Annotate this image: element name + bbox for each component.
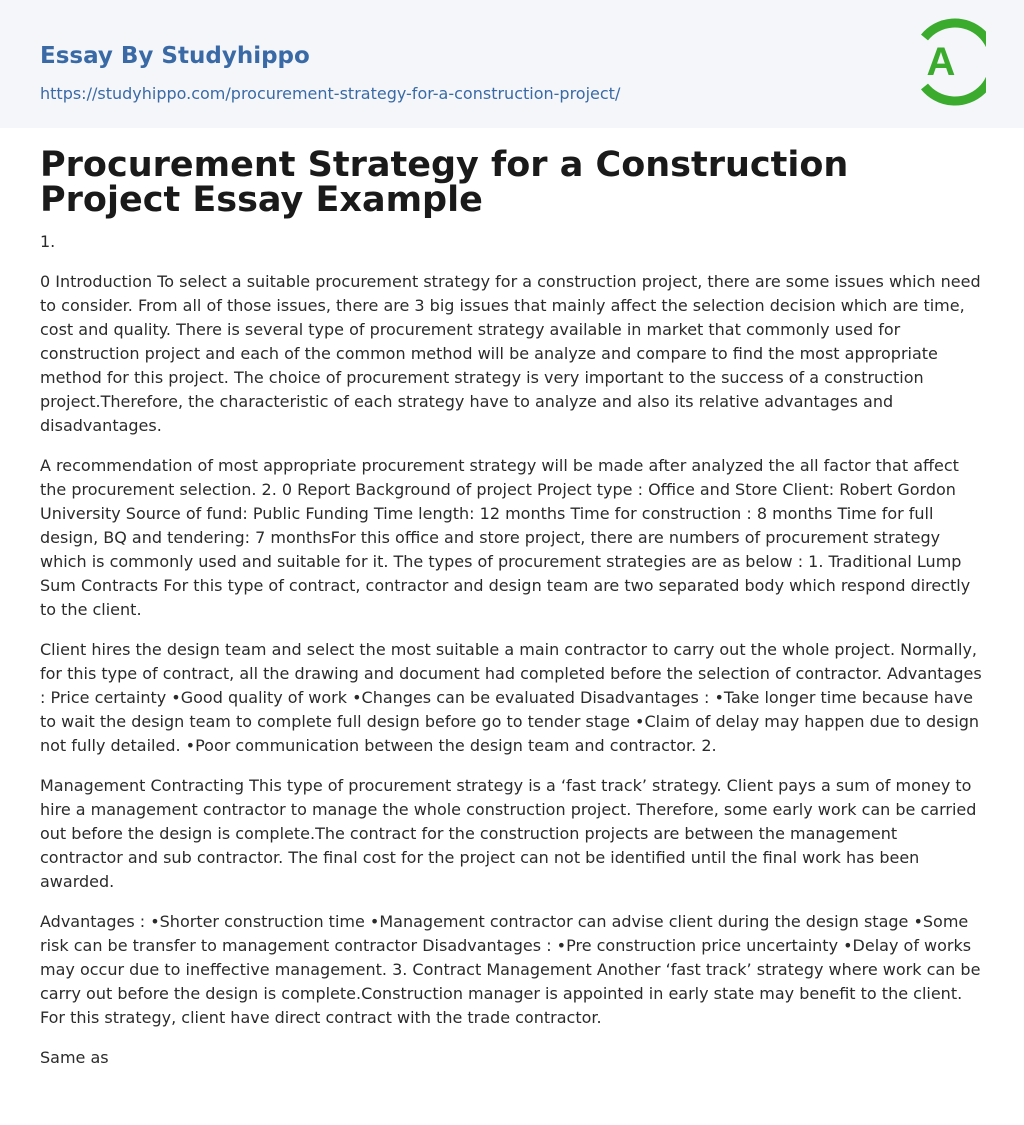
essay-paragraph: Advantages : •Shorter construction time •Management contractor can advise client during the design stage •Some risk can be transfer to management contractor Disadvantages : •Pre construction price uncertainty •Delay of works may occur due to ineffective management. 3. Contract Management Another ‘fast track’ strategy where work can be carry out before the design is complete.Construction manager is appointed in early state may benefit to the client. For this strategy, client have direct contract with the trade contractor. — [40, 912, 981, 1027]
essay-paragraph: Management Contracting This type of procurement strategy is a ‘fast track’ strategy. Client pays a sum of money to hire a management contractor to manage the whole construction project. Therefore, some early work can be carried out before the design is complete.The contract for the construction projects are between the management contractor and sub contractor. The final cost for the project can not be identified until the final work has been awarded. — [40, 776, 977, 891]
logo-letter: A — [926, 40, 956, 84]
source-url-link[interactable]: https://studyhippo.com/procurement-strategy-for-a-construction-project/ — [40, 84, 621, 103]
essay-paragraph: 0 Introduction To select a suitable procurement strategy for a construction project, there are some issues which need to consider. From all of those issues, there are 3 big issues that mainly affect the selection decision which are time, cost and quality. There is several type of procurement strategy available in market that commonly used for construction project and each of the common method will be analyze and compare to find the most appropriate method for this project. The choice of procurement strategy is very important to the success of a construction project.Therefore, the characteristic of each strategy have to analyze and also its relative advantages and disadvantages. — [40, 272, 981, 435]
site-header — [0, 0, 1024, 128]
essay-paragraph: A recommendation of most appropriate procurement strategy will be made after analyzed the all factor that affect the procurement selection. 2. 0 Report Background of project Project type : Office and Store Client: Robert Gordon University Source of fund: Public Funding Time length: 12 months Time for construction : 8 months Time for full design, BQ and tendering: 7 monthsFor this office and store project, there are numbers of procurement strategy which is commonly used and suitable for it. The types of procurement strategies are as below : 1. Traditional Lump Sum Contracts For this type of contract, contractor and design team are two separated body which respond directly to the client. — [40, 456, 971, 619]
essay-paragraph: 1. — [40, 232, 56, 251]
studyhippo-logo-icon[interactable] — [916, 18, 986, 106]
essay-content — [0, 145, 1024, 1070]
essay-paragraph: Same as — [40, 1048, 109, 1067]
site-brand[interactable]: Essay By Studyhippo — [40, 43, 310, 69]
essay-paragraph: Client hires the design team and select the most suitable a main contractor to carry out the whole project. Normally, for this type of contract, all the drawing and document had completed before the selection of contractor. Advantages : Price certainty •Good quality of work •Changes can be evaluated Disadvantages : •Take longer time because have to wait the design team to complete full design before go to tender stage •Claim of delay may happen due to design not fully detailed. •Poor communication between the design team and contractor. 2. — [40, 640, 982, 755]
essay-title: Procurement Strategy for a Construction Project Essay Example — [40, 145, 849, 220]
